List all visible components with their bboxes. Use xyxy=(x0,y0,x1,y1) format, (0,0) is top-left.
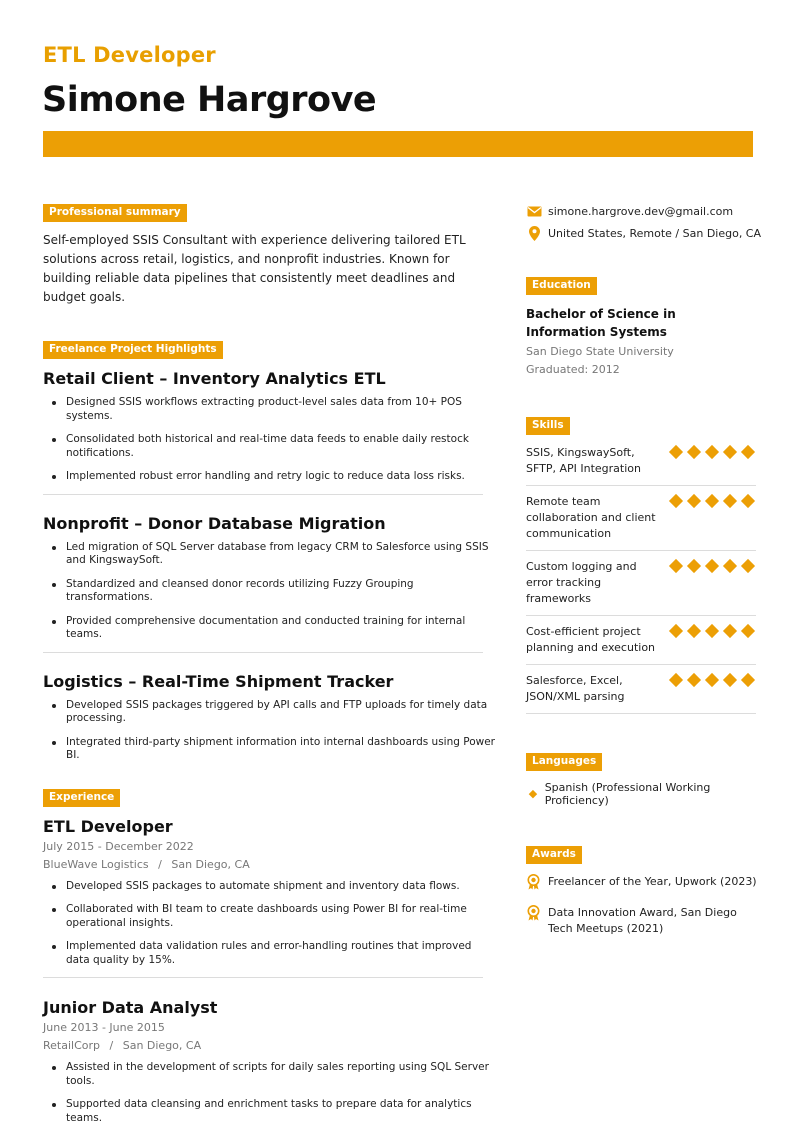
award-item xyxy=(526,905,766,937)
award-item xyxy=(526,874,766,895)
skill-rating xyxy=(668,673,756,687)
rating-diamond-icon xyxy=(741,494,755,508)
divider xyxy=(43,977,483,978)
summary-heading: Professional summary xyxy=(43,204,187,222)
contact-location xyxy=(526,222,766,244)
map-pin-icon xyxy=(526,226,542,240)
bullet-item: Consolidated both historical and real-time data feeds to enable daily restock notifications. xyxy=(43,433,496,460)
rating-diamond-icon xyxy=(723,673,737,687)
education-school: San Diego State University xyxy=(526,345,674,358)
languages-section xyxy=(526,749,766,807)
accent-banner xyxy=(43,131,753,157)
skill-row xyxy=(526,616,756,665)
job-title: ETL Developer xyxy=(43,816,173,836)
skill-rating xyxy=(668,494,756,508)
job-bullets xyxy=(43,880,496,968)
job-company: BlueWave Logistics xyxy=(43,857,149,871)
rating-diamond-icon xyxy=(723,494,737,508)
job-item xyxy=(43,817,496,979)
awards-heading: Awards xyxy=(526,846,582,864)
main-column xyxy=(43,200,496,1131)
summary-text: Self-employed SSIS Consultant with experience delivering tailored ETL solutions across retail, logistics, and nonprofit industries. Known for building reliable data pipelines that consistently meet deadlines and budget goals. xyxy=(43,233,466,304)
rating-diamond-icon xyxy=(723,445,737,459)
bullet-item: Collaborated with BI team to create dashboards using Power BI for real-time operational insights. xyxy=(43,903,496,930)
award-text: Freelancer of the Year, Upwork (2023) xyxy=(548,875,757,888)
rating-diamond-icon xyxy=(687,445,701,459)
divider xyxy=(43,494,483,495)
awards-section xyxy=(526,842,766,937)
project-title: Retail Client – Inventory Analytics ETL xyxy=(43,369,386,388)
rating-diamond-icon xyxy=(741,445,755,459)
project-item xyxy=(43,672,496,763)
candidate-name: Simone Hargrove xyxy=(42,80,377,120)
language-text: Spanish (Professional Working Proficiency) xyxy=(544,781,711,807)
job-dates: June 2013 - June 2015 xyxy=(43,1021,165,1034)
job-location: San Diego, CA xyxy=(171,857,250,871)
rating-diamond-icon xyxy=(687,559,701,573)
job-bullets xyxy=(43,1061,496,1125)
skill-row xyxy=(526,551,756,616)
language-item xyxy=(526,781,766,807)
project-bullets xyxy=(43,699,496,763)
education-graduated: Graduated: 2012 xyxy=(526,363,620,376)
rating-diamond-icon xyxy=(669,494,683,508)
skill-rating xyxy=(668,559,756,573)
job-title: ETL Developer xyxy=(43,43,216,67)
project-title: Nonprofit – Donor Database Migration xyxy=(43,513,386,533)
skill-label: Custom logging and error tracking frameworks xyxy=(526,560,637,605)
rating-diamond-icon xyxy=(705,494,719,508)
skill-row xyxy=(526,486,756,551)
skill-rating xyxy=(668,624,756,638)
project-item xyxy=(43,514,496,653)
skills-list xyxy=(526,437,756,714)
bullet-diamond-icon xyxy=(529,790,537,798)
project-title: Logistics – Real-Time Shipment Tracker xyxy=(43,671,394,691)
rating-diamond-icon xyxy=(669,673,683,687)
skill-label: Cost-efficient project planning and execution xyxy=(526,625,656,654)
bullet-item: Integrated third-party shipment information into internal dashboards using Power BI. xyxy=(43,736,496,763)
rating-diamond-icon xyxy=(687,673,701,687)
job-title: Junior Data Analyst xyxy=(43,998,218,1017)
job-dates: July 2015 - December 2022 xyxy=(43,839,194,853)
rating-diamond-icon xyxy=(705,445,719,459)
bullet-item: Standardized and cleansed donor records utilizing Fuzzy Grouping transformations. xyxy=(43,578,496,605)
bullet-item: Assisted in the development of scripts for daily sales reporting using SQL Server tools. xyxy=(43,1061,496,1088)
rating-diamond-icon xyxy=(705,624,719,638)
skills-heading: Skills xyxy=(526,417,570,435)
bullet-item: Developed SSIS packages triggered by API calls and FTP uploads for timely data processing. xyxy=(43,699,496,726)
project-item xyxy=(43,369,496,495)
rating-diamond-icon xyxy=(723,559,737,573)
contact-email xyxy=(526,200,766,222)
languages-heading: Languages xyxy=(526,753,602,771)
rating-diamond-icon xyxy=(669,445,683,459)
rating-diamond-icon xyxy=(705,559,719,573)
rating-diamond-icon xyxy=(669,559,683,573)
envelope-icon xyxy=(526,204,542,218)
project-bullets xyxy=(43,541,496,642)
bullet-item: Designed SSIS workflows extracting product-level sales data from 10+ POS systems. xyxy=(43,396,496,423)
project-bullets xyxy=(43,396,496,484)
rating-diamond-icon xyxy=(687,494,701,508)
bullet-item: Led migration of SQL Server database from legacy CRM to Salesforce using SSIS and KingswaySoft. xyxy=(43,541,496,568)
separator: / xyxy=(158,857,162,871)
award-medal-icon xyxy=(526,905,542,926)
award-medal-icon xyxy=(526,874,542,895)
rating-diamond-icon xyxy=(687,624,701,638)
job-company-line xyxy=(43,1037,496,1055)
rating-diamond-icon xyxy=(669,624,683,638)
divider xyxy=(43,652,483,653)
rating-diamond-icon xyxy=(705,673,719,687)
job-item xyxy=(43,998,496,1125)
award-text: Data Innovation Award, San Diego Tech Meetups (2021) xyxy=(548,906,737,935)
job-location: San Diego, CA xyxy=(122,1039,202,1052)
skill-row xyxy=(526,437,756,486)
bullet-item: Implemented robust error handling and retry logic to reduce data loss risks. xyxy=(43,470,496,484)
projects-heading: Freelance Project Highlights xyxy=(43,341,223,359)
bullet-item: Supported data cleansing and enrichment tasks to prepare data for analytics teams. xyxy=(43,1098,496,1125)
sidebar-column xyxy=(526,200,766,937)
skill-label: Remote team collaboration and client communication xyxy=(526,495,656,540)
skill-label: Salesforce, Excel, JSON/XML parsing xyxy=(526,674,625,703)
summary-section xyxy=(43,200,496,307)
bullet-item: Developed SSIS packages to automate shipment and inventory data flows. xyxy=(43,880,496,894)
experience-section xyxy=(43,785,496,1126)
skill-label: SSIS, KingswaySoft, SFTP, API Integration xyxy=(526,446,641,475)
rating-diamond-icon xyxy=(723,624,737,638)
skills-section xyxy=(526,413,756,714)
job-company: RetailCorp xyxy=(43,1039,100,1052)
education-section xyxy=(526,273,766,379)
email-text: simone.hargrove.dev@gmail.com xyxy=(548,204,734,218)
separator: / xyxy=(109,1039,114,1052)
education-heading: Education xyxy=(526,277,597,295)
bullet-item: Provided comprehensive documentation and conducted training for internal teams. xyxy=(43,615,496,642)
skill-rating xyxy=(668,445,756,459)
experience-heading: Experience xyxy=(43,789,120,807)
rating-diamond-icon xyxy=(741,559,755,573)
contact-section xyxy=(526,200,766,244)
bullet-item: Implemented data validation rules and error-handling routines that improved data quality by 15%. xyxy=(43,940,496,967)
job-company-line xyxy=(43,856,496,874)
projects-section xyxy=(43,337,496,763)
education-degree: Bachelor of Science in Information Systems xyxy=(526,307,676,339)
rating-diamond-icon xyxy=(741,673,755,687)
location-text: United States, Remote / San Diego, CA xyxy=(548,226,762,240)
skill-row xyxy=(526,665,756,714)
rating-diamond-icon xyxy=(741,624,755,638)
